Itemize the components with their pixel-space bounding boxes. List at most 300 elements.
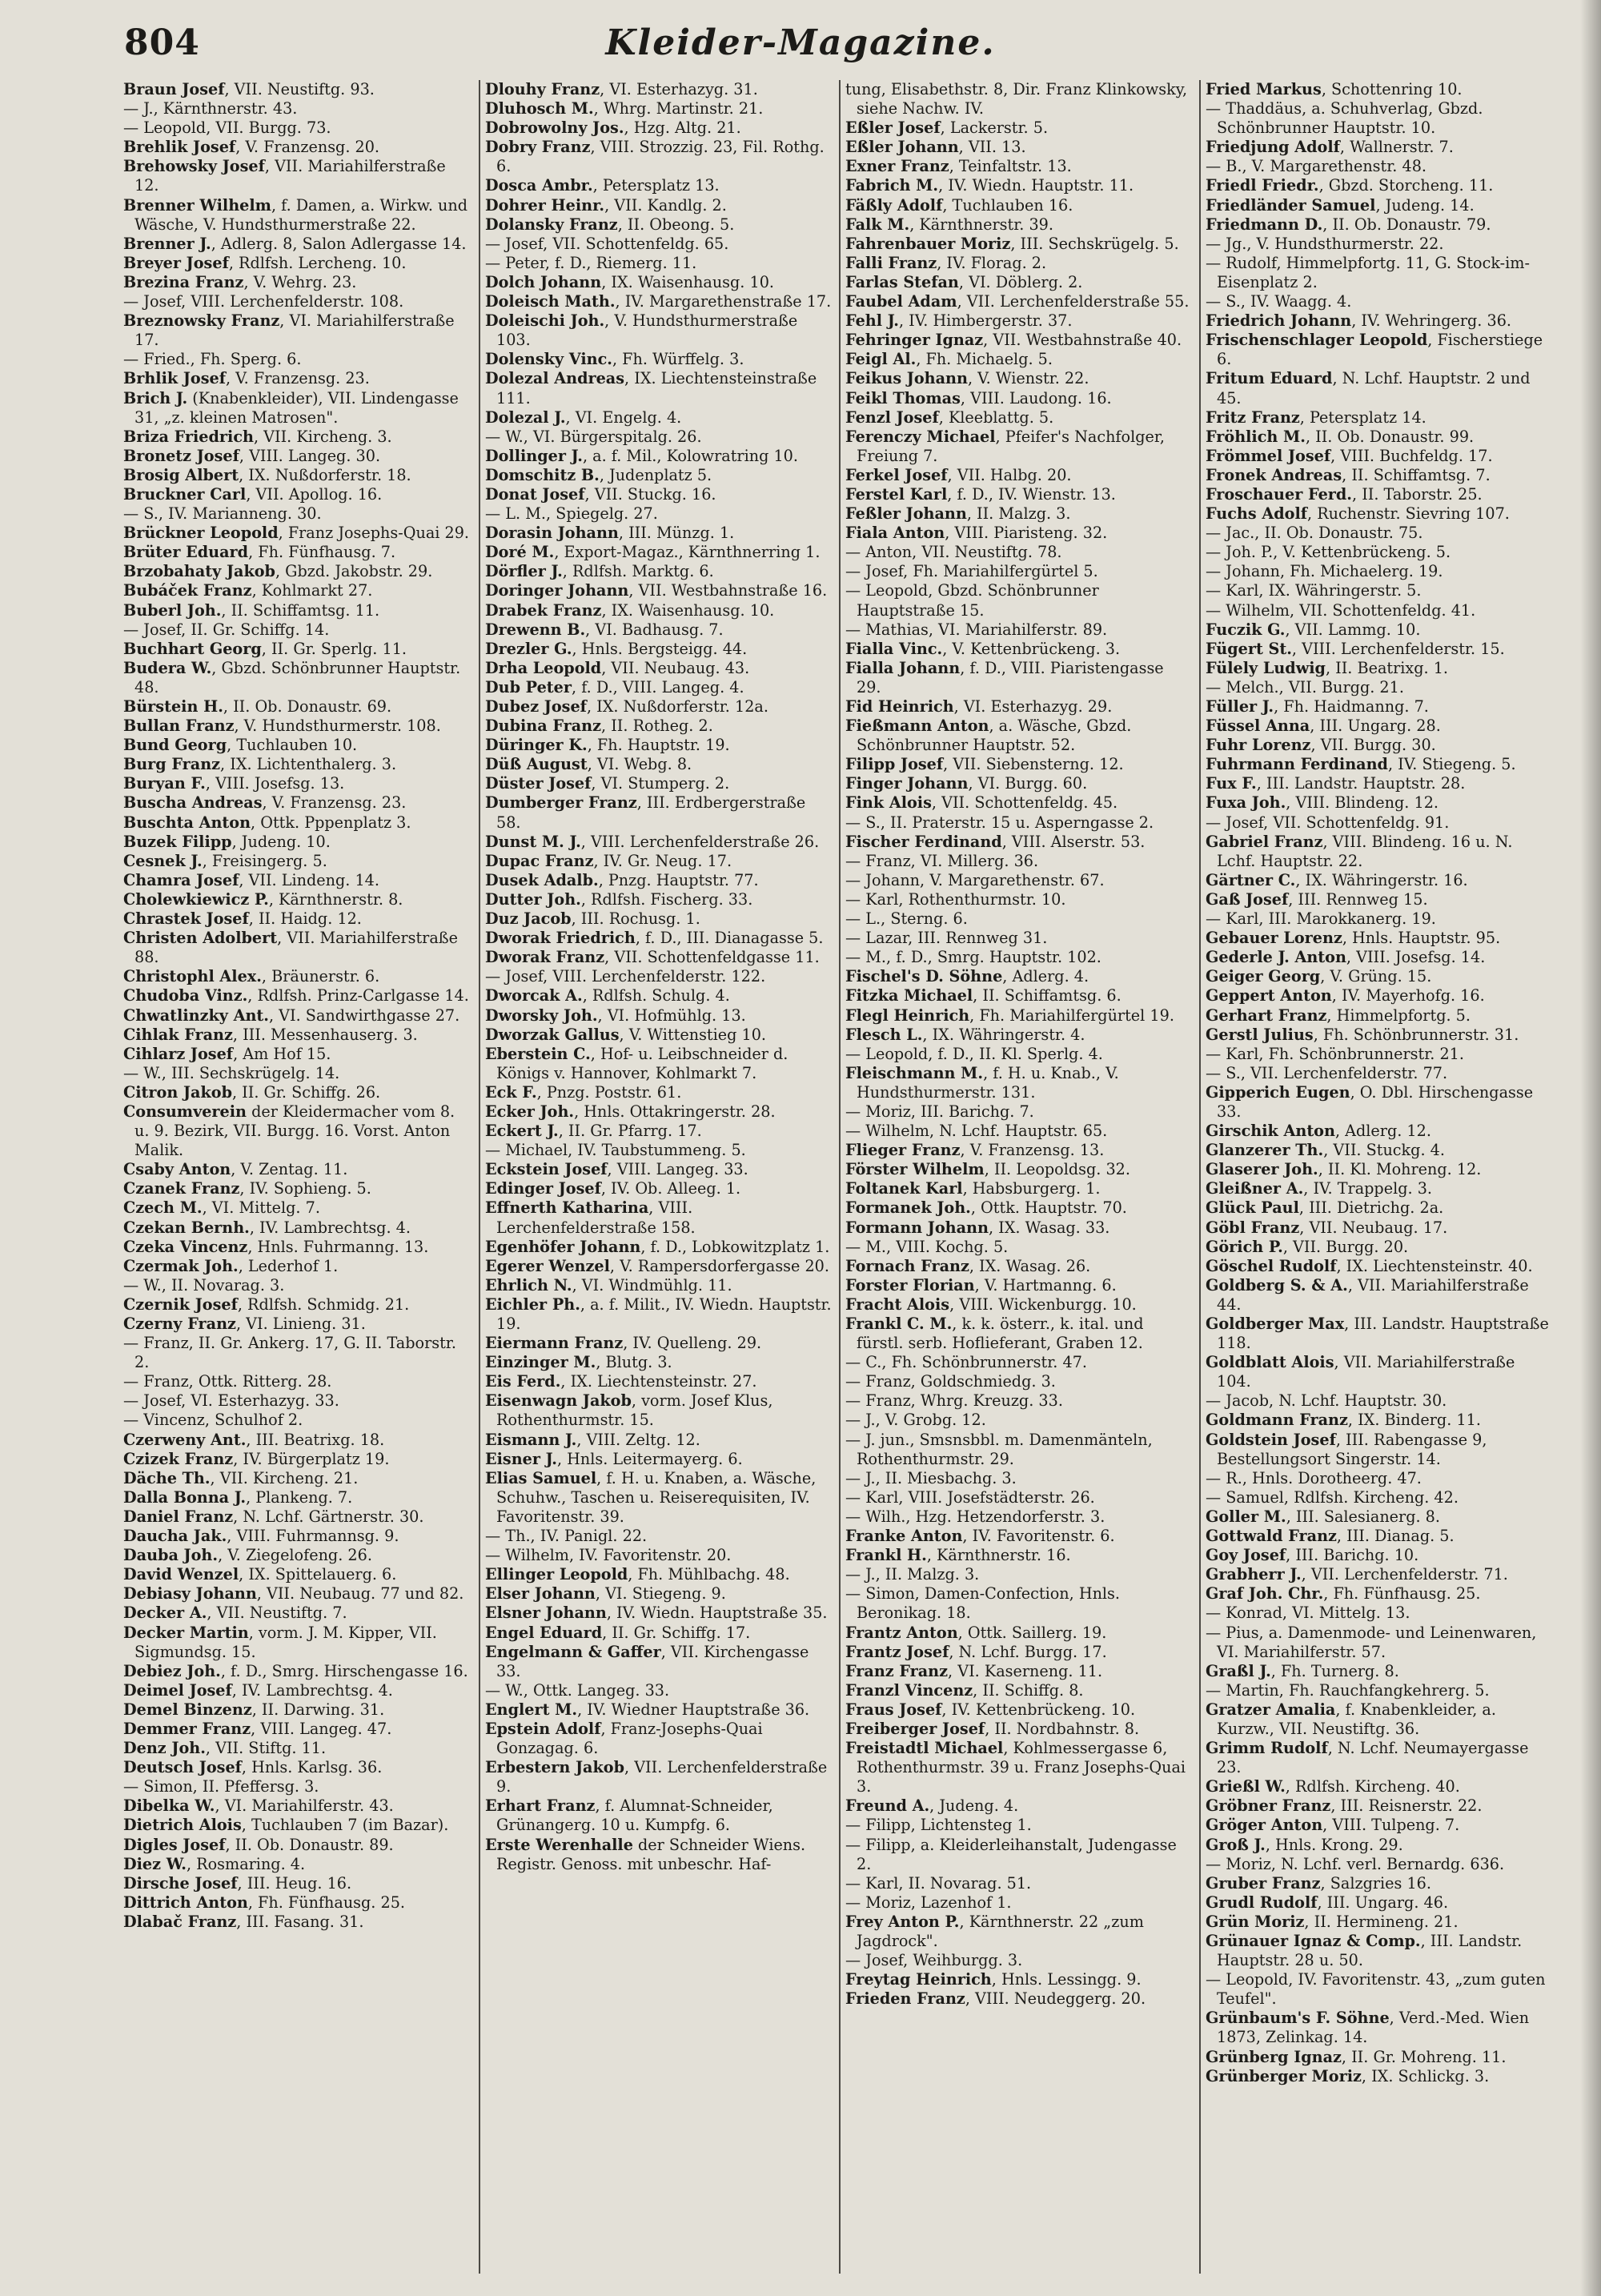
- directory-entry: [485, 1238, 833, 1257]
- entry-address: , N. Lchf. Gärtnerstr. 30.: [233, 1507, 424, 1526]
- entry-address: , IV. Lambrechtsg. 4.: [249, 1218, 411, 1237]
- entry-address: , Plankeng. 7.: [246, 1487, 353, 1507]
- entry-name: Gruber Franz: [1206, 1873, 1321, 1893]
- entry-address: , VIII. Wickenburgg. 10.: [949, 1295, 1137, 1314]
- directory-entry: [123, 311, 472, 350]
- entry-address: , Kohlmarkt 27.: [251, 581, 373, 600]
- entry-name: Fried Markus: [1206, 80, 1322, 98]
- entry-address: , VI. Engelg. 4.: [565, 407, 682, 427]
- entry-address: , VIII. Alserstr. 53.: [1001, 832, 1146, 851]
- entry-address: , Hnls. Hauptstr. 95.: [1342, 929, 1501, 948]
- directory-entry: [123, 466, 472, 485]
- entry-address: , II. Gr. Mohreng. 11.: [1341, 2047, 1507, 2066]
- directory-entry: [123, 620, 472, 640]
- entry-address: , II. Schiffamtsg. 6.: [973, 986, 1122, 1006]
- entry-address: , VII. Stiftg. 11.: [205, 1739, 327, 1758]
- directory-entry: [1206, 948, 1553, 967]
- directory-entry: [1206, 447, 1553, 466]
- directory-entry: [845, 1507, 1193, 1527]
- entry-address: , VII. Burgg. 30.: [1310, 736, 1436, 755]
- directory-entry: [1206, 620, 1553, 640]
- entry-address: , Fh. Hauptstr. 19.: [587, 736, 730, 755]
- entry-address: , IV. Wiedn. Hauptstraße 35.: [606, 1604, 828, 1623]
- entry-address: , V. Ziegelofeng. 26.: [218, 1546, 372, 1565]
- entry-address: — Martin, Fh. Rauchfangkehrerg. 5.: [1206, 1680, 1490, 1700]
- entry-name: Drha Leopold: [485, 658, 602, 677]
- directory-entry: [485, 427, 833, 447]
- entry-address: , VIII. Lerchenfelderstr. 15.: [1291, 639, 1505, 658]
- entry-name: Ferstel Karl: [845, 484, 948, 504]
- entry-address: — Franz, Ottk. Ritterg. 28.: [123, 1372, 332, 1391]
- entry-address: , f. Knabenkleider, a. Kurzw., VII. Neustiftg. 36.: [1217, 1700, 1496, 1738]
- entry-name: Diez W.: [123, 1854, 187, 1873]
- entry-address: — Mathias, VI. Mariahilferstr. 89.: [845, 620, 1108, 639]
- entry-address: — Michael, IV. Taubstummeng. 5.: [485, 1141, 746, 1160]
- entry-name: Fülely Ludwig: [1206, 658, 1326, 677]
- directory-entry: [1206, 1681, 1553, 1700]
- entry-name: Fux F.: [1206, 774, 1257, 793]
- directory-entry: [845, 485, 1193, 504]
- entry-name: Fießmann Anton: [845, 716, 989, 736]
- entry-address: , Verd.-Med. Wien 1873, Zelinkag. 14.: [1217, 2009, 1530, 2047]
- entry-name: Chwatlinzky Ant.: [123, 1006, 269, 1025]
- directory-entry: [1206, 986, 1553, 1006]
- entry-address: , VII. Kandlg. 2.: [604, 195, 727, 215]
- entry-name: Bund Georg: [123, 736, 227, 755]
- entry-name: Farlas Stefan: [845, 272, 959, 291]
- directory-entry: [845, 1102, 1193, 1122]
- entry-name: Dibelka W.: [123, 1796, 215, 1816]
- directory-entry: [485, 890, 833, 909]
- directory-entry: [1206, 235, 1553, 254]
- column-1: [118, 80, 479, 2274]
- entry-address: , V. Grüng. 15.: [1320, 967, 1432, 986]
- entry-name: Budera W.: [123, 658, 212, 677]
- entry-address: — Simon, Damen-Confection, Hnls. Beronikag. 18.: [845, 1584, 1121, 1623]
- entry-address: , Adlerg. 12.: [1334, 1122, 1431, 1141]
- directory-entry: [1206, 196, 1553, 215]
- entry-name: Formann Johann: [845, 1218, 989, 1237]
- directory-entry: [485, 659, 833, 678]
- entry-address: — Peter, f. D., Riemerg. 11.: [485, 253, 697, 272]
- entry-address: , Fh. Turnerg. 8.: [1270, 1661, 1399, 1680]
- directory-entry: [123, 1026, 472, 1045]
- entry-address: , f. Damen, a. Wirkw. und Wäsche, V. Hundsthurmerstraße 22.: [134, 195, 468, 234]
- directory-entry: [123, 1006, 472, 1026]
- directory-entry: [845, 1257, 1193, 1276]
- entry-address: , k. k. österr., k. ital. und fürstl. serb. Hoflieferant, Graben 12.: [857, 1315, 1144, 1353]
- directory-entry: [1206, 1411, 1553, 1430]
- entry-address: — Josef, VII. Schottenfeldg. 91.: [1206, 813, 1450, 832]
- entry-address: , Judenplatz 5.: [599, 465, 712, 484]
- entry-name: Girschik Anton: [1206, 1122, 1335, 1141]
- directory-entry: [1206, 736, 1553, 755]
- directory-entry: [1206, 1141, 1553, 1160]
- directory-entry: [845, 350, 1193, 369]
- directory-entry: [1206, 909, 1553, 929]
- entry-address: , VII. Neustiftg. 93.: [224, 80, 375, 98]
- entry-address: , VII. Neustiftg. 7.: [207, 1604, 347, 1623]
- directory-entry: [845, 1238, 1193, 1257]
- entry-name: Dluhosch M.: [485, 99, 594, 118]
- directory-entry: [123, 1198, 472, 1218]
- entry-name: Brüter Eduard: [123, 543, 249, 562]
- entry-address: , III. Münzg. 1.: [618, 524, 735, 543]
- entry-name: Dumberger Franz: [485, 793, 637, 813]
- directory-entry: [485, 447, 833, 466]
- entry-address: , VI. Webg. 8.: [587, 755, 692, 774]
- entry-name: Brehowsky Josef: [123, 157, 265, 176]
- entry-address: , vorm. J. M. Kipper, VII. Sigmundsg. 15.: [134, 1623, 437, 1661]
- entry-name: Czeka Vincenz: [123, 1237, 248, 1256]
- directory-entry: [845, 1643, 1193, 1662]
- directory-entry: [845, 176, 1193, 195]
- entry-address: , VI. Mariahilferstr. 43.: [215, 1796, 394, 1816]
- entry-name: Dosca Ambr.: [485, 176, 593, 195]
- entry-address: , VII. Schottenfeldg. 45.: [931, 793, 1118, 813]
- directory-entry: [485, 697, 833, 716]
- entry-name: Bullan Franz: [123, 716, 235, 736]
- directory-entry: [123, 1295, 472, 1315]
- entry-address: , VIII. Strozzig. 23, Fil. Rothg. 6.: [496, 138, 825, 176]
- entry-address: , II. Beatrixg. 1.: [1325, 658, 1449, 677]
- directory-entry: [485, 1006, 833, 1026]
- entry-address: — Joh. P., V. Kettenbrückeng. 5.: [1206, 543, 1451, 562]
- entry-address: , Rdlfsh. Schmidg. 21.: [237, 1295, 410, 1314]
- entry-name: Doré M.: [485, 543, 555, 562]
- entry-name: Elser Johann: [485, 1584, 596, 1604]
- directory-entry: [1206, 2067, 1553, 2086]
- entry-address: — W., VI. Bürgerspitalg. 26.: [485, 427, 702, 446]
- directory-entry: [1206, 1836, 1553, 1855]
- entry-address: — Wilhelm, N. Lchf. Hauptstr. 65.: [845, 1122, 1108, 1141]
- entry-address: , Hnls. Leitermayerg. 6.: [556, 1449, 743, 1468]
- entry-address: — Josef, II. Gr. Schiffg. 14.: [123, 620, 330, 639]
- entry-name: Dauba Joh.: [123, 1546, 219, 1565]
- entry-name: Frömmel Josef: [1206, 446, 1331, 465]
- entry-name: Freund A.: [845, 1796, 930, 1816]
- directory-entry: [845, 1874, 1193, 1893]
- directory-entry: [1206, 774, 1553, 793]
- entry-address: , IV. Mayerhofg. 16.: [1331, 986, 1485, 1006]
- entry-address: — Simon, II. Pfeffersg. 3.: [123, 1777, 319, 1796]
- entry-address: — Moriz, Lazenhof 1.: [845, 1893, 1012, 1912]
- entry-address: , III. Barichg. 10.: [1286, 1546, 1419, 1565]
- directory-entry: [1206, 601, 1553, 620]
- entry-name: Falk M.: [845, 215, 910, 234]
- entry-name: Fehringer Ignaz: [845, 331, 984, 350]
- entry-address: , f. D., Lobkowitzplatz 1.: [640, 1237, 830, 1256]
- directory-entry: [1206, 331, 1553, 369]
- entry-address: — Franz, VI. Millerg. 36.: [845, 851, 1039, 870]
- directory-entry: [1206, 562, 1553, 581]
- directory-entry: [845, 1546, 1193, 1565]
- entry-name: Citron Jakob: [123, 1082, 232, 1102]
- directory-entry: [845, 80, 1193, 118]
- entry-name: Däche Th.: [123, 1468, 211, 1487]
- entry-name: Cholewkiewicz P.: [123, 889, 269, 909]
- entry-name: Flegl Heinrich: [845, 1006, 970, 1025]
- directory-entry: [1206, 1469, 1553, 1488]
- entry-name: Grünauer Ignaz & Comp.: [1206, 1932, 1421, 1950]
- entry-address: , IX. Währingerstr. 16.: [1295, 870, 1468, 889]
- directory-entry: [123, 890, 472, 909]
- entry-address: , VIII. Tulpeng. 7.: [1322, 1816, 1460, 1835]
- entry-address: , IV. Trappelg. 3.: [1303, 1179, 1432, 1198]
- entry-address: , IV. Florag. 2.: [937, 253, 1047, 272]
- directory-entry: [123, 1257, 472, 1276]
- directory-entry: [845, 1353, 1193, 1372]
- entry-name: Daniel Franz: [123, 1507, 234, 1526]
- directory-entry: [1206, 871, 1553, 890]
- directory-entry: [845, 1565, 1193, 1584]
- entry-name: Czerweny Ant.: [123, 1430, 247, 1449]
- directory-entry: [485, 640, 833, 659]
- directory-entry: [1206, 254, 1553, 292]
- directory-columns: [118, 80, 1559, 2274]
- entry-name: Grießl W.: [1206, 1777, 1286, 1796]
- entry-name: Buscha Andreas: [123, 793, 263, 813]
- directory-entry: [845, 1006, 1193, 1026]
- entry-name: Friedländer Samuel: [1206, 195, 1376, 215]
- directory-entry: [1206, 755, 1553, 774]
- directory-entry: [845, 408, 1193, 427]
- directory-entry: [123, 1681, 472, 1700]
- directory-entry: [1206, 1160, 1553, 1179]
- directory-entry: [1206, 967, 1553, 986]
- entry-address: , IV. Wiedn. Hauptstr. 11.: [938, 176, 1134, 195]
- entry-address: , VIII. Blindeng. 16 u. N. Lchf. Hauptstr. 22.: [1217, 832, 1513, 870]
- entry-address: , II. Obeong. 5.: [617, 215, 735, 234]
- directory-entry: [1206, 485, 1553, 504]
- entry-address: , VII. Lerchenfelderstraße 55.: [957, 292, 1190, 311]
- entry-name: Groß J.: [1206, 1835, 1266, 1854]
- directory-entry: [845, 311, 1193, 331]
- entry-address: , Fh. Würffelg. 3.: [612, 350, 744, 369]
- entry-name: Görich P.: [1206, 1237, 1283, 1256]
- directory-entry: [1206, 369, 1553, 407]
- entry-address: , II. Taborstr. 25.: [1352, 484, 1483, 504]
- entry-address: , Pnzg. Hauptstr. 77.: [598, 870, 759, 889]
- directory-entry: [1206, 1913, 1553, 1932]
- directory-entry: [123, 1469, 472, 1488]
- directory-entry: [123, 1238, 472, 1257]
- entry-name: Gerhart Franz: [1206, 1006, 1327, 1025]
- entry-address: , III. Ungarg. 28.: [1310, 716, 1441, 736]
- entry-name: Dupac Franz: [485, 851, 594, 870]
- entry-address: , Petersplatz 14.: [1299, 407, 1426, 427]
- entry-name: Christophl Alex.: [123, 967, 262, 986]
- entry-name: Dohrer Heinr.: [485, 195, 605, 215]
- directory-entry: [485, 986, 833, 1006]
- entry-address: , VIII. Josefsg. 13.: [205, 774, 345, 793]
- entry-address: , IV. Favoritenstr. 6.: [962, 1527, 1115, 1546]
- entry-address: , VII. Kircheng. 21.: [210, 1468, 359, 1487]
- directory-entry: [123, 235, 472, 254]
- entry-address: , vorm. Josef Klus, Rothenthurmstr. 15.: [496, 1391, 773, 1430]
- entry-address: — Johann, V. Margarethenstr. 67.: [845, 870, 1105, 889]
- entry-name: Friedjung Adolf: [1206, 138, 1340, 157]
- entry-name: Christen Adolbert: [123, 929, 278, 948]
- entry-address: , V. Wehrg. 23.: [243, 272, 357, 291]
- entry-address: (Knabenkleider), VII. Lindengasse 31, „z. kleinen Matrosen".: [134, 388, 459, 427]
- entry-name: Chrastek Josef: [123, 909, 249, 929]
- entry-address: , V. Hundsthurmerstraße 103.: [496, 311, 798, 350]
- directory-entry: [1206, 1488, 1553, 1507]
- entry-address: — Josef, VII. Schottenfeldg. 65.: [485, 234, 729, 253]
- directory-entry: [845, 1045, 1193, 1064]
- entry-name: Cesnek J.: [123, 851, 203, 870]
- entry-address: — J., Kärnthnerstr. 43.: [123, 99, 298, 118]
- directory-entry: [485, 1643, 833, 1681]
- entry-address: , f. Alumnat-Schneider, Grünangerg. 10 u. Kumpfg. 6.: [496, 1796, 773, 1835]
- entry-address: , Hnls. Fuhrmanng. 13.: [247, 1237, 429, 1256]
- directory-entry: [123, 1276, 472, 1295]
- entry-address: — M., f. D., Smrg. Hauptstr. 102.: [845, 948, 1101, 967]
- directory-entry: [485, 1391, 833, 1430]
- directory-entry: [123, 99, 472, 118]
- entry-address: , Franz Josephs-Quai 29.: [278, 524, 470, 543]
- entry-name: Doleischi Joh.: [485, 311, 605, 331]
- entry-address: , II. Hermineng. 21.: [1304, 1912, 1459, 1931]
- page-edge-shadow: [1580, 0, 1601, 2296]
- directory-entry: [485, 736, 833, 755]
- entry-address: , f. H. u. Knab., V. Hundsthurmerstr. 131.: [857, 1063, 1119, 1102]
- directory-entry: [485, 235, 833, 254]
- entry-address: , II. Schiffg. 8.: [973, 1680, 1084, 1700]
- directory-entry: [123, 1083, 472, 1102]
- entry-name: Dworak Franz: [485, 948, 605, 967]
- entry-name: Dusek Adalb.: [485, 870, 599, 889]
- entry-address: , VII. Westbahnstraße 16.: [628, 581, 828, 600]
- directory-entry: [123, 389, 472, 427]
- entry-address: , Whrg. Martinstr. 21.: [593, 99, 764, 118]
- entry-name: Düster Josef: [485, 774, 592, 793]
- entry-name: Frantz Anton: [845, 1623, 958, 1642]
- entry-name: Digles Josef: [123, 1835, 226, 1854]
- directory-entry: [845, 871, 1193, 890]
- entry-address: , V. Rampersdorfergasse 20.: [609, 1256, 829, 1275]
- directory-entry: [123, 929, 472, 967]
- entry-name: Grünberg Ignaz: [1206, 2047, 1342, 2066]
- entry-name: Dlouhy Franz: [485, 80, 600, 98]
- entry-name: Gröbner Franz: [1206, 1796, 1331, 1816]
- entry-address: — Leopold, VII. Burgg. 73.: [123, 118, 331, 138]
- directory-entry: [1206, 1122, 1553, 1141]
- entry-address: , VII. Stuckg. 16.: [584, 484, 716, 504]
- entry-address: — Th., IV. Panigl. 22.: [485, 1527, 648, 1546]
- entry-name: Dubez Josef: [485, 697, 587, 716]
- entry-address: , Himmelpfortg. 5.: [1326, 1006, 1471, 1025]
- directory-entry: [1206, 1006, 1553, 1026]
- entry-name: Burg Franz: [123, 755, 221, 774]
- directory-entry: [123, 1720, 472, 1739]
- entry-name: Friedrich Johann: [1206, 311, 1352, 331]
- directory-entry: [1206, 1874, 1553, 1893]
- directory-entry: [485, 369, 833, 407]
- entry-address: , VIII. Zeltg. 12.: [576, 1430, 700, 1449]
- entry-address: — Karl, II. Novarag. 51.: [845, 1873, 1032, 1893]
- entry-name: Duz Jacob: [485, 909, 572, 929]
- directory-entry: [1206, 504, 1553, 524]
- directory-entry: [123, 427, 472, 447]
- directory-entry: [845, 1700, 1193, 1720]
- directory-entry: [1206, 1238, 1553, 1257]
- entry-address: , VIII. Lerchenfelderstraße 26.: [580, 832, 820, 851]
- directory-entry: [845, 138, 1193, 157]
- entry-address: , VIII. Laudong. 16.: [960, 388, 1112, 407]
- entry-name: Bruckner Carl: [123, 484, 247, 504]
- entry-address: , Rdlfsh. Marktg. 6.: [562, 562, 714, 581]
- directory-entry: [845, 235, 1193, 254]
- directory-entry: [1206, 1970, 1553, 2009]
- directory-entry: [123, 118, 472, 138]
- entry-name: Dutter Joh.: [485, 889, 581, 909]
- entry-address: , VII. Lindeng. 14.: [239, 870, 379, 889]
- directory-entry: [1206, 1855, 1553, 1874]
- entry-address: — Karl, III. Marokkanerg. 19.: [1206, 909, 1436, 929]
- entry-name: Domschitz B.: [485, 465, 600, 484]
- entry-address: , IV. Ob. Alleeg. 1.: [600, 1179, 741, 1198]
- entry-address: — Filipp, a. Kleiderleihanstalt, Judengasse 2.: [845, 1835, 1177, 1873]
- entry-name: Grünberger Moriz: [1206, 2066, 1362, 2085]
- entry-address: , Fh. Fünfhausg. 7.: [248, 543, 396, 562]
- entry-address: , II. Leopoldsg. 32.: [984, 1160, 1130, 1179]
- entry-address: — Leopold, IV. Favoritenstr. 43, „zum guten Teufel".: [1206, 1970, 1546, 2009]
- directory-entry: [123, 852, 472, 871]
- entry-name: Grünbaum's F. Söhne: [1206, 2009, 1390, 2028]
- entry-name: Freytag Heinrich: [845, 1970, 992, 1989]
- entry-address: , Rdlfsh. Schulg. 4.: [582, 986, 730, 1006]
- directory-entry: [845, 581, 1193, 620]
- directory-entry: [845, 755, 1193, 774]
- entry-name: Feikl Thomas: [845, 388, 961, 407]
- directory-entry: [485, 967, 833, 986]
- directory-entry: [485, 99, 833, 118]
- directory-entry: [1206, 1893, 1553, 1913]
- entry-name: David Wenzel: [123, 1565, 239, 1584]
- entry-name: Gabriel Franz: [1206, 832, 1323, 851]
- directory-entry: [845, 196, 1193, 215]
- entry-address: , VII. Mariahilferstraße 44.: [1217, 1275, 1529, 1314]
- entry-address: — Filipp, Lichtensteg 1.: [845, 1816, 1032, 1835]
- entry-name: Egerer Wenzel: [485, 1256, 610, 1275]
- directory-entry: [845, 774, 1193, 793]
- directory-entry: [1206, 1315, 1553, 1353]
- entry-address: — J., V. Grobg. 12.: [845, 1411, 986, 1430]
- entry-name: Brzobahaty Jakob: [123, 562, 275, 581]
- directory-entry: [845, 273, 1193, 292]
- directory-entry: [845, 215, 1193, 235]
- entry-name: Frankl C. M.: [845, 1315, 953, 1333]
- entry-name: Formanek Joh.: [845, 1198, 971, 1218]
- entry-name: Demmer Franz: [123, 1719, 251, 1738]
- directory-entry: [123, 813, 472, 833]
- directory-entry: [485, 793, 833, 832]
- directory-entry: [123, 1893, 472, 1913]
- entry-address: , Judeng. 4.: [929, 1796, 1019, 1816]
- entry-address: , f. D., Smrg. Hirschengasse 16.: [220, 1661, 468, 1680]
- directory-entry: [1206, 1218, 1553, 1238]
- directory-entry: [123, 1855, 472, 1874]
- entry-address: — Wilh., Hzg. Hetzendorferstr. 3.: [845, 1507, 1105, 1526]
- directory-entry: [845, 813, 1193, 833]
- directory-entry: [845, 504, 1193, 524]
- entry-name: Fitzka Michael: [845, 986, 973, 1006]
- directory-entry: [485, 254, 833, 273]
- directory-entry: [485, 1700, 833, 1720]
- directory-entry: [845, 466, 1193, 485]
